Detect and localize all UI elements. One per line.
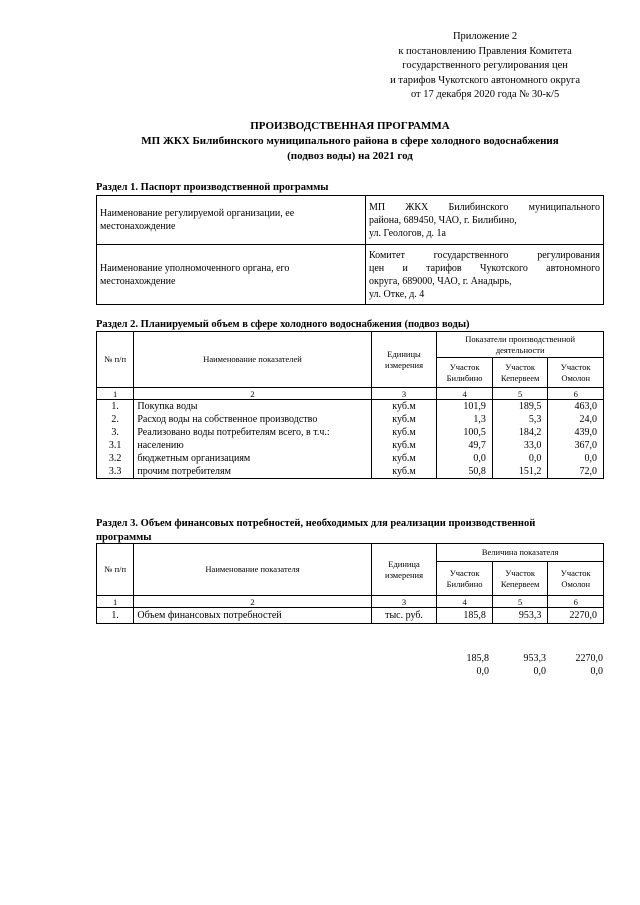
passport-value-line: ул. Геологов, д. 1а — [369, 227, 446, 239]
row-value: 0,0 — [548, 452, 604, 465]
table-row — [97, 452, 604, 465]
table-header-row — [97, 332, 604, 358]
section3-heading-line: Раздел 3. Объем финансовых потребностей, необходимых для реализации производственной — [96, 518, 536, 529]
col-number: 3 — [371, 596, 437, 608]
row-value: 5,3 — [492, 413, 548, 426]
row-value: 2270,0 — [548, 608, 604, 624]
col-number: 1 — [97, 596, 134, 608]
row-name: населению — [134, 439, 371, 452]
section1-heading: Раздел 1. Паспорт производственной программы — [96, 182, 329, 193]
header-col1: Участок Билибино — [437, 562, 493, 596]
row-unit: куб.м — [371, 413, 437, 426]
total-value: 185,8 — [466, 653, 489, 664]
table-header-row — [97, 544, 604, 562]
section3-heading-line: программы — [96, 532, 152, 543]
row-value: 24,0 — [548, 413, 604, 426]
table-row — [97, 245, 604, 305]
header-num: № п/п — [97, 332, 134, 388]
header-col2: Участок Кепервеем — [492, 358, 548, 388]
header-unit: Единицы измерения — [371, 332, 437, 388]
table-row — [97, 465, 604, 479]
row-value: 33,0 — [492, 439, 548, 452]
row-value: 953,3 — [492, 608, 548, 624]
row-value: 1,3 — [437, 413, 493, 426]
column-number-row — [97, 596, 604, 608]
row-unit: тыс. руб. — [371, 608, 437, 624]
financial-table — [96, 543, 604, 624]
row-value: 100,5 — [437, 426, 493, 439]
row-value: 0,0 — [492, 452, 548, 465]
title-line: МП ЖКХ Билибинского муниципального района в сфере холодного водоснабжения — [141, 135, 559, 147]
table-row — [97, 439, 604, 452]
passport-value-line: цен и тарифов Чукотского автономного — [369, 262, 600, 274]
table-row — [97, 413, 604, 426]
row-value: 151,2 — [492, 465, 548, 479]
row-unit: куб.м — [371, 426, 437, 439]
row-name: Покупка воды — [134, 400, 371, 414]
row-name: бюджетным организациям — [134, 452, 371, 465]
row-value: 439,0 — [548, 426, 604, 439]
row-num: 1. — [97, 400, 134, 414]
row-name: Реализовано воды потребителям всего, в т.ч.: — [134, 426, 371, 439]
row-num: 2. — [97, 413, 134, 426]
header-group: Величина показателя — [437, 544, 604, 562]
col-number: 4 — [437, 596, 493, 608]
table-row — [97, 426, 604, 439]
passport-label: Наименование уполномоченного органа, его местонахождение — [97, 245, 366, 305]
row-num: 3.1 — [97, 439, 134, 452]
header-group: Показатели производственной деятельности — [437, 332, 604, 358]
passport-value-line: района, 689450, ЧАО, г. Билибино, — [369, 214, 517, 226]
col-number: 1 — [97, 388, 134, 400]
row-num: 3.3 — [97, 465, 134, 479]
passport-value — [366, 196, 604, 245]
section3-heading — [96, 517, 604, 545]
appendix-line: Приложение 2 — [452, 31, 518, 42]
total-value: 953,3 — [523, 653, 546, 664]
row-num: 1. — [97, 608, 134, 624]
passport-table — [96, 195, 604, 305]
passport-value — [366, 245, 604, 305]
total-value: 0,0 — [590, 666, 603, 677]
row-value: 184,2 — [492, 426, 548, 439]
col-number: 5 — [492, 388, 548, 400]
total-value: 2270,0 — [575, 653, 603, 664]
row-value: 50,8 — [437, 465, 493, 479]
row-name: Расход воды на собственное производство — [134, 413, 371, 426]
appendix-header — [390, 30, 580, 103]
row-value: 49,7 — [437, 439, 493, 452]
col-number: 2 — [134, 388, 371, 400]
col-number: 2 — [134, 596, 371, 608]
row-unit: куб.м — [371, 452, 437, 465]
row-value: 101,9 — [437, 400, 493, 414]
passport-value-line: МП ЖКХ Билибинского муниципального — [369, 201, 600, 213]
section2-heading: Раздел 2. Планируемый объем в сфере холодного водоснабжения (подвоз воды) — [96, 319, 470, 330]
document-title — [100, 119, 600, 164]
row-value: 0,0 — [437, 452, 493, 465]
col-number: 3 — [371, 388, 437, 400]
col-number: 6 — [548, 596, 604, 608]
header-name: Наименование показателя — [134, 544, 371, 596]
col-number: 5 — [492, 596, 548, 608]
header-col3: Участок Омолон — [548, 562, 604, 596]
total-value: 0,0 — [476, 666, 489, 677]
row-value: 185,8 — [437, 608, 493, 624]
row-name: Объем финансовых потребностей — [134, 608, 371, 624]
header-col1: Участок Билибино — [437, 358, 493, 388]
row-unit: куб.м — [371, 439, 437, 452]
appendix-line: государственного регулирования цен — [402, 60, 568, 71]
row-value: 463,0 — [548, 400, 604, 414]
passport-label: Наименование регулируемой организации, ее местонахождение — [97, 196, 366, 245]
row-num: 3.2 — [97, 452, 134, 465]
row-num: 3. — [97, 426, 134, 439]
header-unit: Единица измерения — [371, 544, 437, 596]
volume-table — [96, 331, 604, 479]
table-row — [97, 400, 604, 414]
row-unit: куб.м — [371, 465, 437, 479]
total-value: 0,0 — [533, 666, 546, 677]
appendix-line: от 17 декабря 2020 года № 30-к/5 — [410, 89, 560, 100]
appendix-line: и тарифов Чукотского автономного округа — [390, 74, 580, 86]
column-number-row — [97, 388, 604, 400]
row-value: 367,0 — [548, 439, 604, 452]
title-line: (подвоз воды) на 2021 год — [287, 150, 413, 162]
table-row — [97, 196, 604, 245]
appendix-line: к постановлению Правления Комитета — [398, 45, 572, 57]
col-number: 6 — [548, 388, 604, 400]
header-name: Наименование показателей — [134, 332, 371, 388]
passport-value-line: Комитет государственного регулирования — [369, 249, 600, 261]
header-col3: Участок Омолон — [548, 358, 604, 388]
header-num: № п/п — [97, 544, 134, 596]
title-line: ПРОИЗВОДСТВЕННАЯ ПРОГРАММА — [250, 120, 450, 132]
passport-value-line: ул. Отке, д. 4 — [369, 288, 425, 300]
row-value: 189,5 — [492, 400, 548, 414]
col-number: 4 — [437, 388, 493, 400]
row-name: прочим потребителям — [134, 465, 371, 479]
header-col2: Участок Кепервеем — [492, 562, 548, 596]
row-unit: куб.м — [371, 400, 437, 414]
passport-value-line: округа, 689000, ЧАО, г. Анадырь, — [369, 275, 512, 287]
row-value: 72,0 — [548, 465, 604, 479]
table-row — [97, 608, 604, 624]
